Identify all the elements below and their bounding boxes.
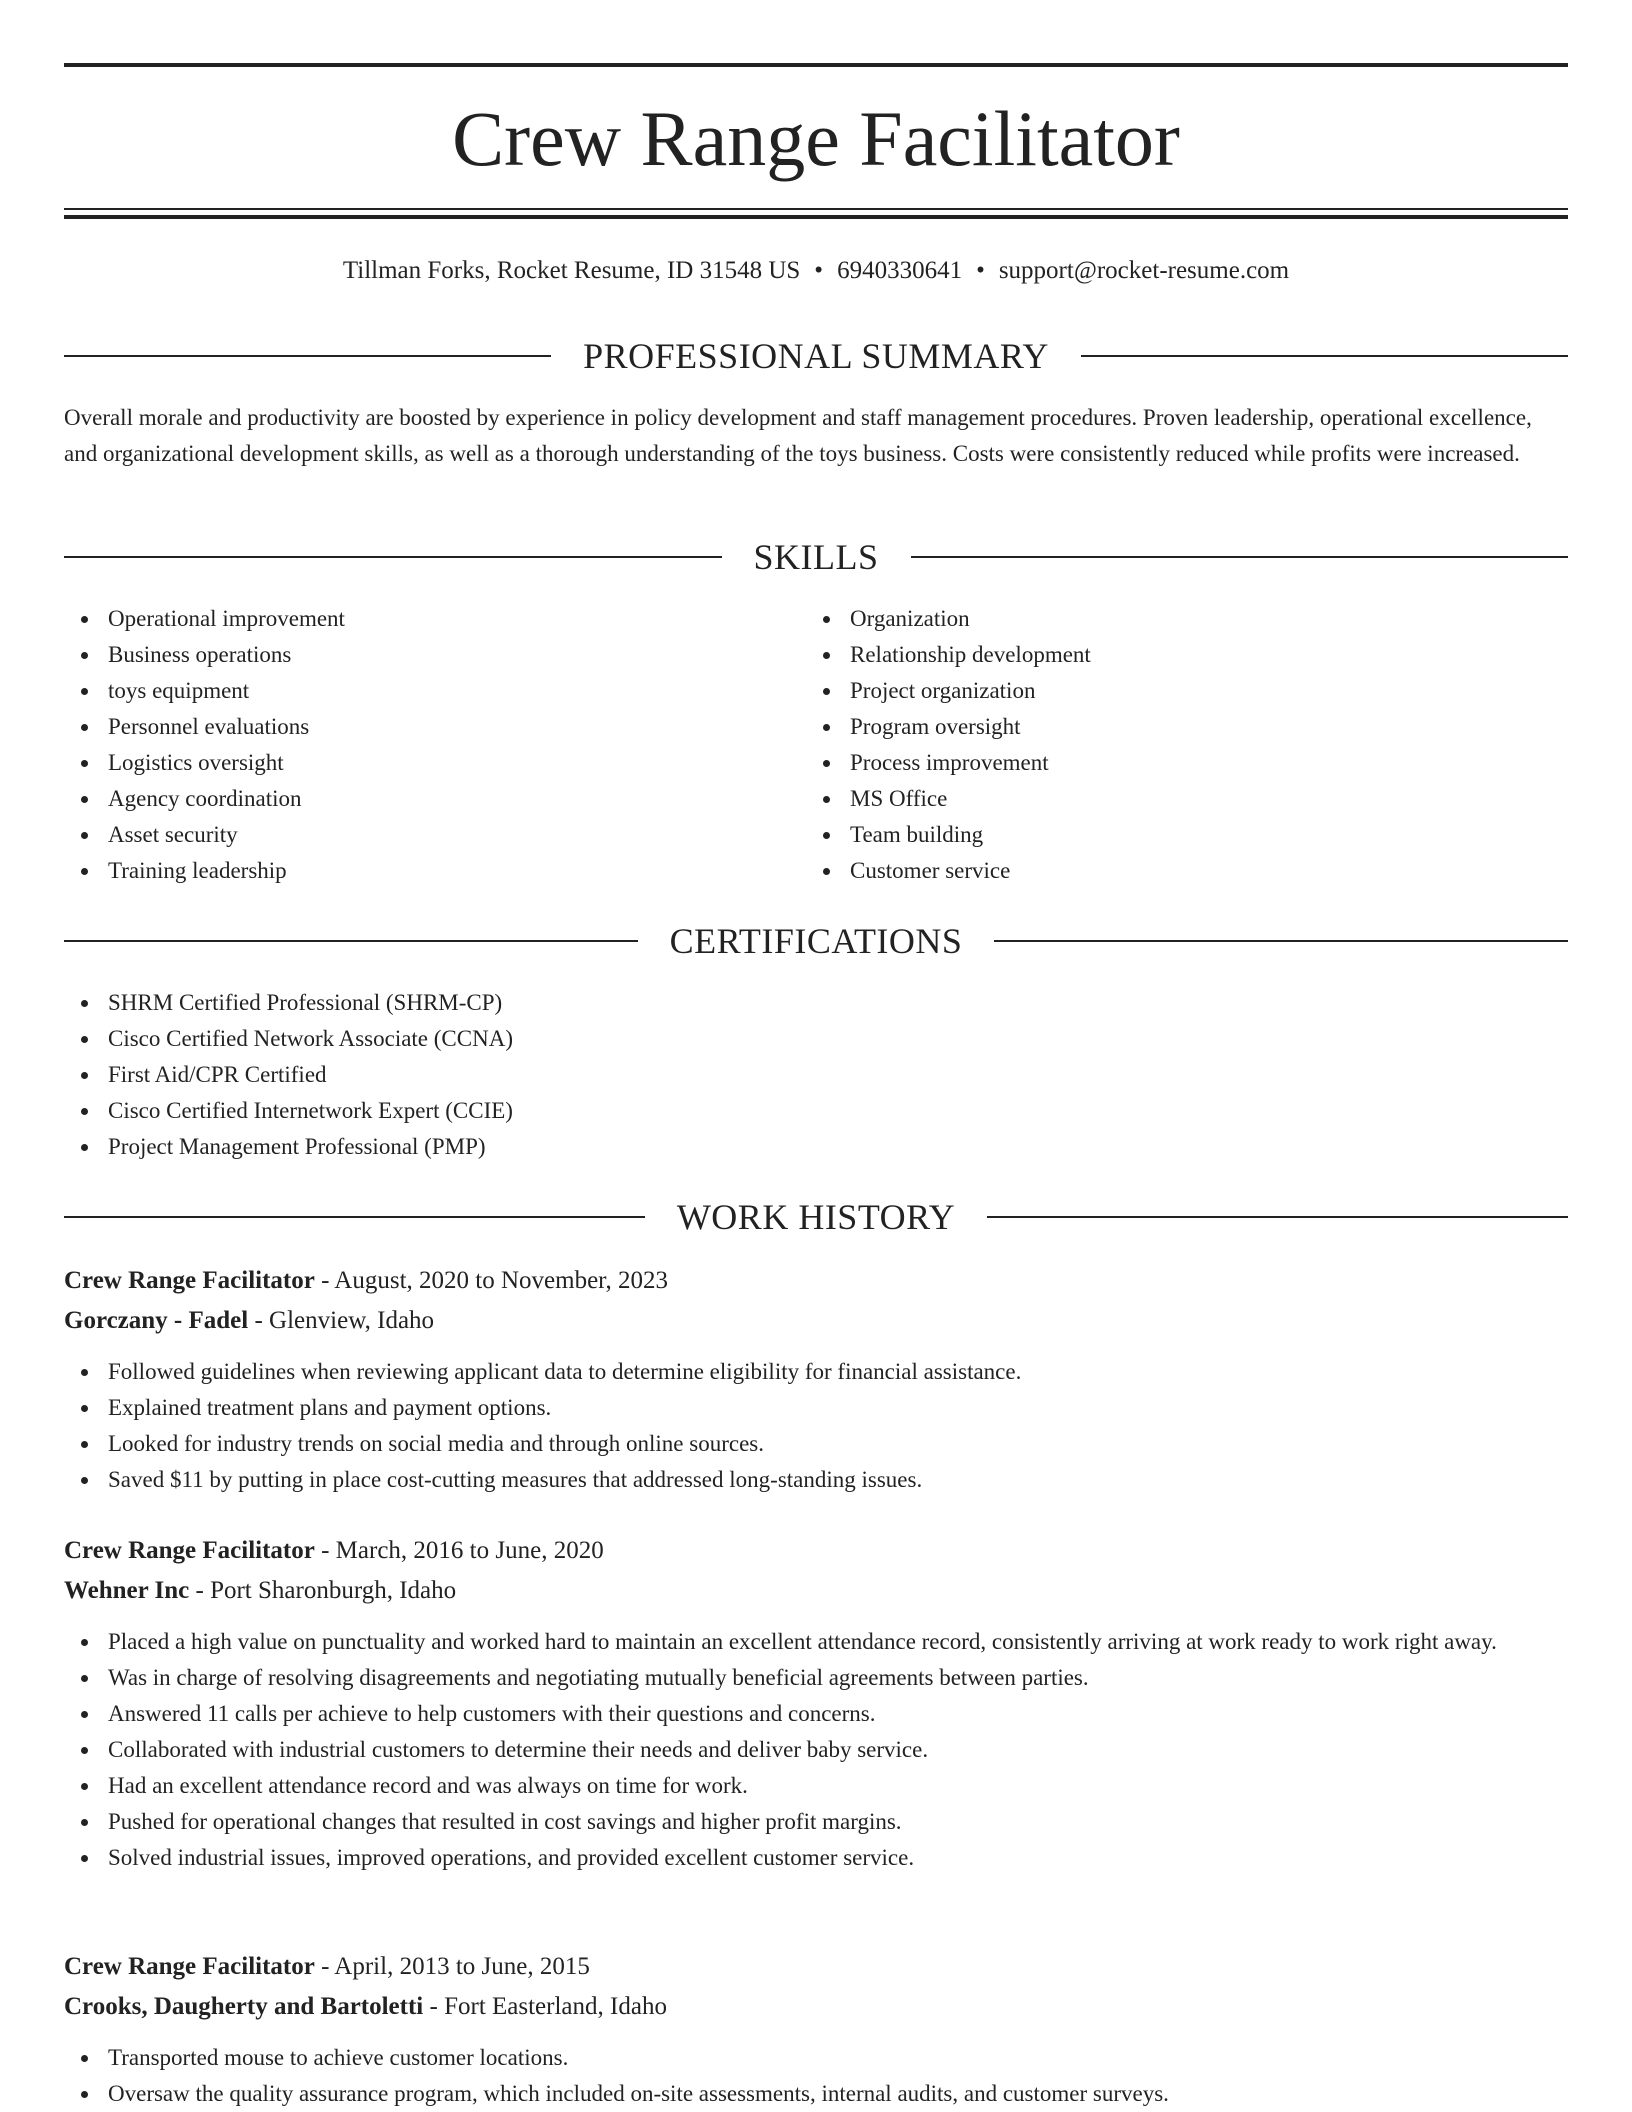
skills-list-left [64,601,764,889]
certifications-list [64,985,1568,1165]
divider-line [994,940,1568,942]
certification-item: Cisco Certified Network Associate (CCNA) [64,1021,1568,1057]
job-company-line [64,1572,1568,1610]
job-company: Wehner Inc [64,1577,190,1604]
divider-line [911,556,1569,558]
job-title-line [64,1948,1568,1986]
job-dates: - March, 2016 to June, 2020 [314,1537,604,1564]
job-title: Crew Range Facilitator [64,1537,315,1564]
skill-item: Training leadership [64,853,764,889]
contact-separator: • [976,257,985,284]
job-bullet: Pushed for operational changes that resulted in cost savings and higher profit margins. [64,1804,1568,1840]
job-bullet: Had an excellent attendance record and was always on time for work. [64,1768,1568,1804]
job-location: - Fort Easterland, Idaho [423,1993,667,2020]
job-bullet: Collaborated with industrial customers to determine their needs and deliver baby service. [64,1732,1568,1768]
certifications-heading: CERTIFICATIONS [669,921,963,961]
job-dates: - April, 2013 to June, 2015 [314,1953,590,1980]
job-company-line [64,1302,1568,1340]
divider-line [64,940,638,942]
job-bullet: Saved $11 by putting in place cost-cutting measures that addressed long-standing issues. [64,1462,1568,1498]
work-history-heading: WORK HISTORY [676,1197,956,1237]
job-bullet: Transported mouse to achieve customer locations. [64,2040,1568,2076]
certification-item: Project Management Professional (PMP) [64,1129,1568,1165]
job-bullet: Followed guidelines when reviewing applicant data to determine eligibility for financial assistance. [64,1354,1568,1390]
skill-item: Logistics oversight [64,745,764,781]
job-bullets [64,1354,1568,1498]
divider-line [987,1216,1568,1218]
skill-item: Program oversight [806,709,1506,745]
job-title: Crew Range Facilitator [64,1267,315,1294]
job-location: - Glenview, Idaho [248,1307,435,1334]
contact-email: support@rocket-resume.com [998,257,1290,284]
job-entry [64,1532,1568,1876]
divider-line [1081,355,1568,357]
job-location: - Port Sharonburgh, Idaho [189,1577,457,1604]
contact-line [64,254,1568,288]
divider-line [64,1216,645,1218]
skill-item: Process improvement [806,745,1506,781]
job-bullet: Answered 11 calls per achieve to help customers with their questions and concerns. [64,1696,1568,1732]
job-bullet: Oversaw the quality assurance program, which included on-site assessments, internal audits, and customer surveys. [64,2076,1568,2112]
job-title-line [64,1532,1568,1570]
skills-list-right [806,601,1506,889]
certification-item: Cisco Certified Internetwork Expert (CCIE) [64,1093,1568,1129]
skill-item: Agency coordination [64,781,764,817]
skill-item: Business operations [64,637,764,673]
job-bullet: Placed a high value on punctuality and worked hard to maintain an excellent attendance record, consistently arriving at work ready to work right away. [64,1624,1568,1660]
job-title: Crew Range Facilitator [64,1953,315,1980]
header-top-rule [64,63,1568,67]
skill-item: MS Office [806,781,1506,817]
skill-item: Customer service [806,853,1506,889]
job-entry [64,1948,1568,2112]
job-company-line [64,1988,1568,2026]
job-company: Gorczany - Fadel [64,1307,249,1334]
job-title-line [64,1262,1568,1300]
skill-item: Personnel evaluations [64,709,764,745]
certification-item: SHRM Certified Professional (SHRM-CP) [64,985,1568,1021]
job-company: Crooks, Daugherty and Bartoletti [64,1993,424,2020]
contact-address: Tillman Forks, Rocket Resume, ID 31548 US [342,257,801,284]
job-bullet: Solved industrial issues, improved operations, and provided excellent customer service. [64,1840,1568,1876]
job-bullet: Was in charge of resolving disagreements and negotiating mutually beneficial agreements between parties. [64,1660,1568,1696]
skill-item: Project organization [806,673,1506,709]
contact-phone: 6940330641 [837,257,963,284]
skill-item: Asset security [64,817,764,853]
skill-item: Operational improvement [64,601,764,637]
skill-item: Team building [806,817,1506,853]
header-rule-thick [64,215,1568,219]
skill-item: toys equipment [64,673,764,709]
resume-name: Crew Range Facilitator [452,95,1180,182]
divider-line [64,355,551,357]
job-entry [64,1262,1568,1498]
skills-section-heading [64,535,1568,579]
skills-heading: SKILLS [753,537,879,577]
job-dates: - August, 2020 to November, 2023 [314,1267,668,1294]
job-bullets [64,1624,1568,1876]
job-bullets [64,2040,1568,2112]
divider-line [64,556,722,558]
summary-heading: PROFESSIONAL SUMMARY [583,336,1049,376]
job-bullet: Explained treatment plans and payment options. [64,1390,1568,1426]
header-rule-thin [64,208,1568,210]
job-bullet: Looked for industry trends on social media and through online sources. [64,1426,1568,1462]
summary-section-heading [64,334,1568,378]
summary-text: Overall morale and productivity are boosted by experience in policy development and staff management procedures. Proven leadership, operational excellence, and organizational development skills, as well as a thorough understanding of the toys business. Costs were consistently reduced while profits were increased. [64,405,1532,466]
work-history-section-heading [64,1195,1568,1239]
contact-separator: • [814,257,824,284]
skill-item: Organization [806,601,1506,637]
skill-item: Relationship development [806,637,1506,673]
certifications-section-heading [64,919,1568,963]
certification-item: First Aid/CPR Certified [64,1057,1568,1093]
